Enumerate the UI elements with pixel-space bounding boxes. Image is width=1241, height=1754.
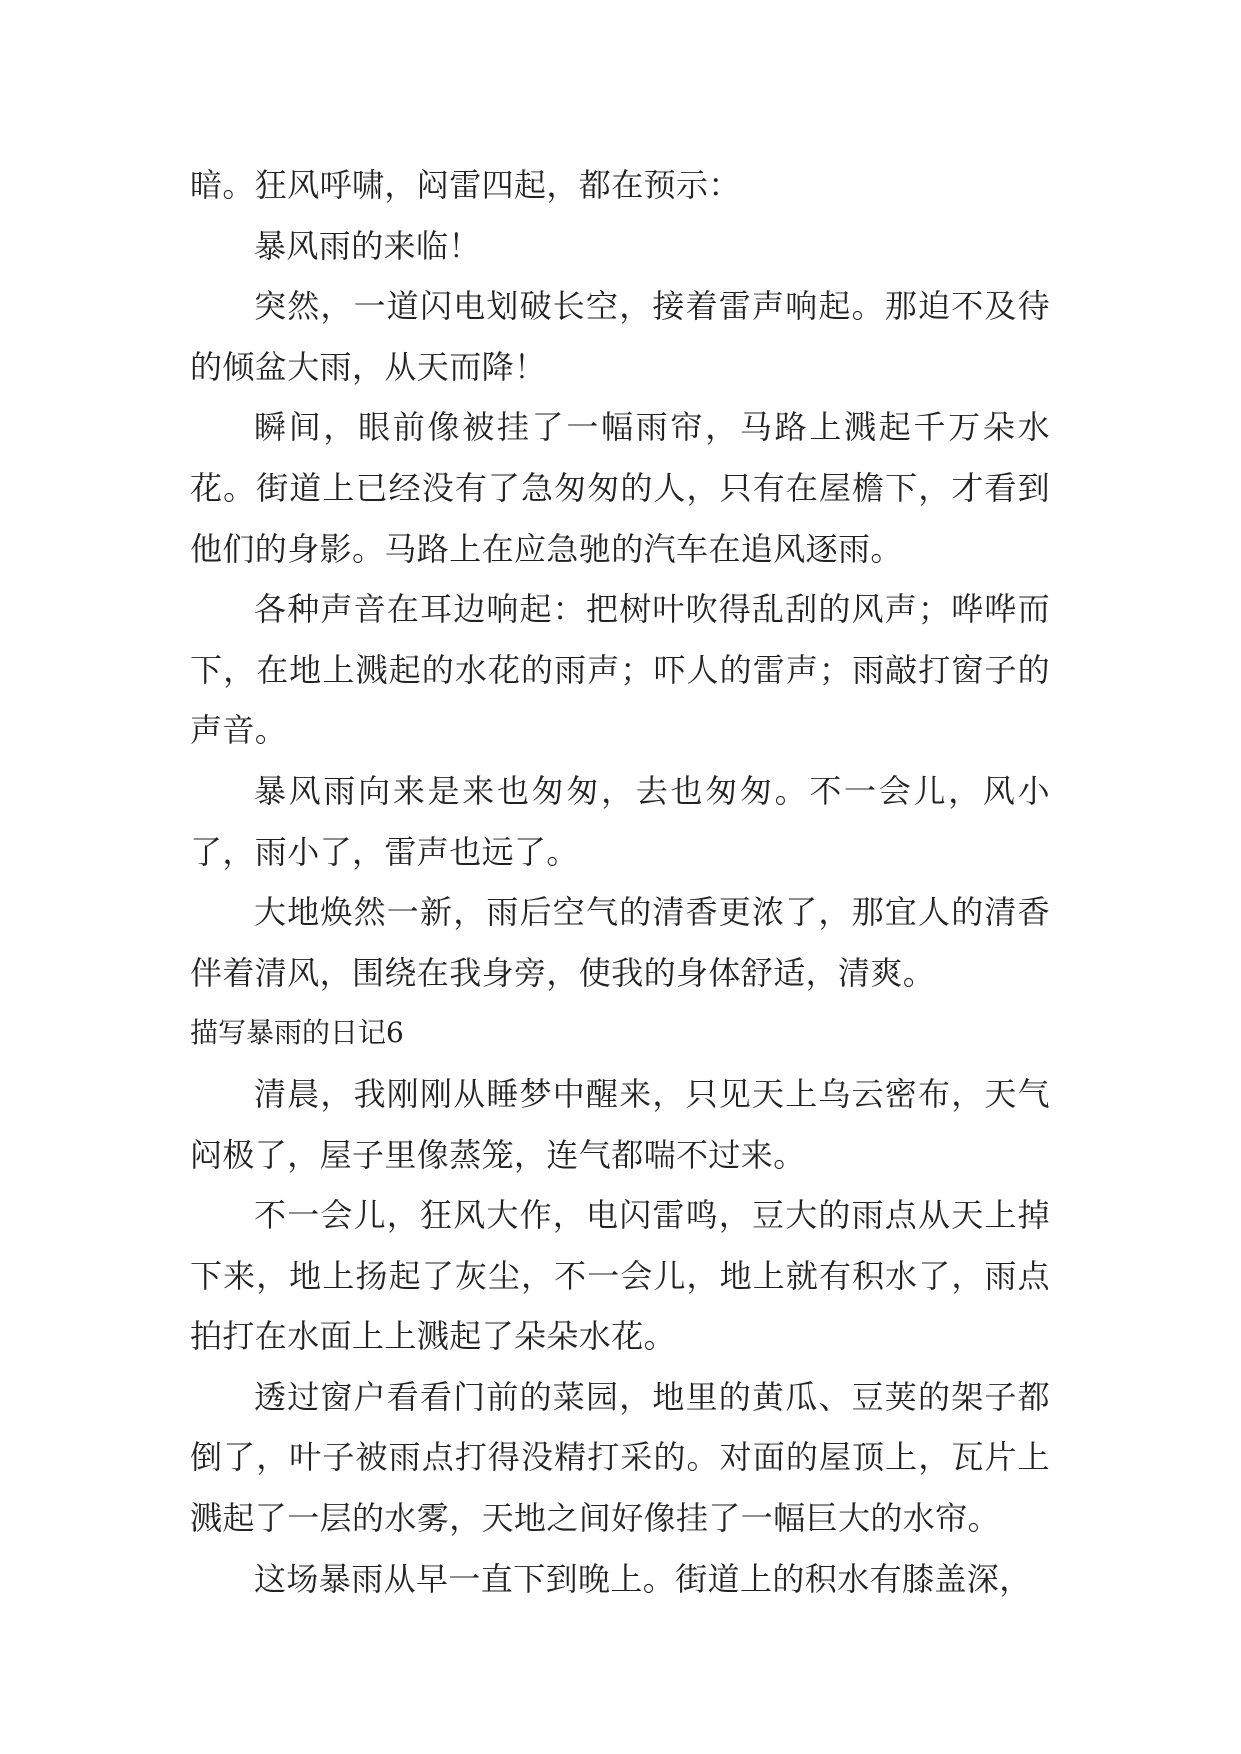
paragraph: 暗。狂风呼啸，闷雷四起，都在预示： xyxy=(190,166,741,204)
paragraph: 不一会儿，狂风大作，电闪雷鸣，豆大的雨点从天上掉下来，地上扬起了灰尘，不一会儿，地上就有积水了，雨点拍打在水面上上溅起了朵朵水花。 xyxy=(190,1196,1050,1356)
paragraph: 清晨，我刚刚从睡梦中醒来，只见天上乌云密布，天气闷极了，屋子里像蒸笼，连气都喘不过来。 xyxy=(190,1074,1050,1174)
paragraph: 暴风雨向来是来也匆匆，去也匆匆。不一会儿，风小了，雨小了，雷声也远了。 xyxy=(190,771,1050,871)
paragraph: 瞬间，眼前像被挂了一幅雨帘，马路上溅起千万朵水花。街道上已经没有了急匆匆的人，只有在屋檐下，才看到他们的身影。马路上在应急驰的汽车在追风逐雨。 xyxy=(190,408,1050,568)
paragraph: 透过窗户看看门前的菜园，地里的黄瓜、豆荚的架子都倒了，叶子被雨点打得没精打采的。对面的屋顶上，瓦片上溅起了一层的水雾，天地之间好像挂了一幅巨大的水帘。 xyxy=(190,1377,1050,1538)
section-heading: 描写暴雨的日记6 xyxy=(190,1016,404,1050)
paragraph: 突然，一道闪电划破长空，接着雷声响起。那迫不及待的倾盆大雨，从天而降！ xyxy=(190,287,1050,386)
paragraph: 暴风雨的来临！ xyxy=(254,226,481,265)
document-body xyxy=(190,155,1050,1609)
paragraph: 这场暴雨从早一直下到晚上。街道上的积水有膝盖深， xyxy=(254,1559,1032,1598)
paragraph: 各种声音在耳边响起：把树叶吹得乱刮的风声；哗哗而下，在地上溅起的水花的雨声；吓人的雷声；雨敲打窗子的声音。 xyxy=(190,590,1050,750)
paragraph: 大地焕然一新，雨后空气的清香更浓了，那宜人的清香伴着清风，围绕在我身旁，使我的身体舒适，清爽。 xyxy=(190,893,1050,992)
